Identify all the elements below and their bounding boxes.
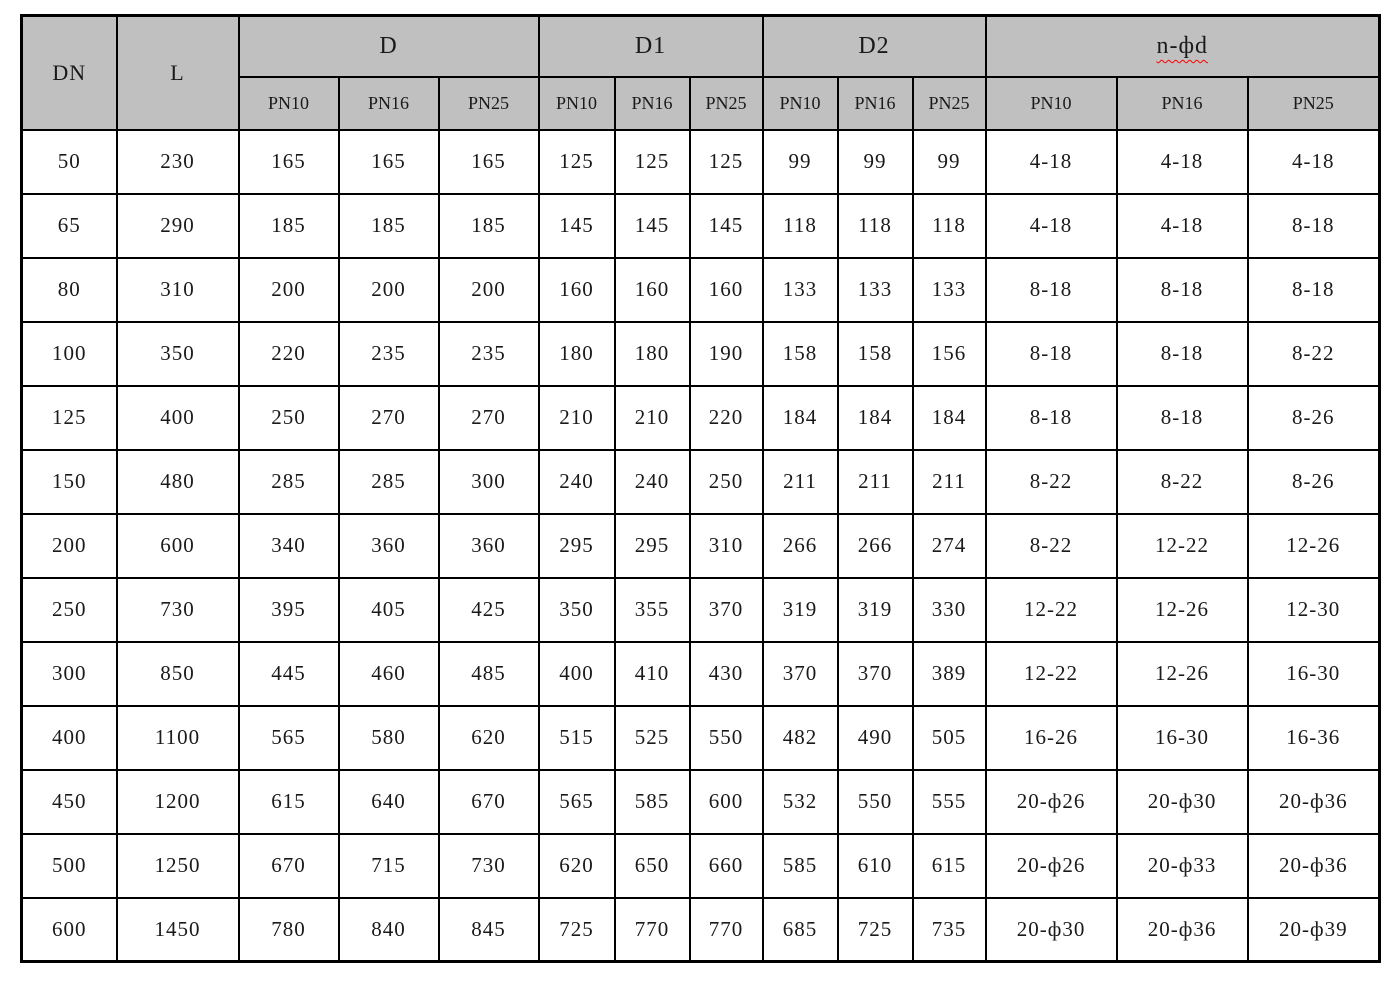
- table-cell: 20-ф26: [986, 834, 1117, 898]
- table-cell: 118: [763, 194, 838, 258]
- table-cell: 715: [339, 834, 439, 898]
- table-cell: 20-ф30: [986, 898, 1117, 962]
- table-row: [22, 258, 1380, 322]
- table-cell: 670: [239, 834, 339, 898]
- table-cell: 133: [913, 258, 986, 322]
- table-cell: 330: [913, 578, 986, 642]
- col-group-d2: D2: [763, 16, 986, 77]
- table-cell: 250: [22, 578, 117, 642]
- table-cell: 20-ф36: [1248, 770, 1380, 834]
- table-cell: 770: [690, 898, 763, 962]
- table-cell: 300: [439, 450, 539, 514]
- table-cell: 290: [117, 194, 239, 258]
- table-cell: 1200: [117, 770, 239, 834]
- table-cell: 270: [339, 386, 439, 450]
- table-cell: 8-26: [1248, 386, 1380, 450]
- table-cell: 20-ф36: [1248, 834, 1380, 898]
- table-cell: 12-22: [1117, 514, 1248, 578]
- table-row: [22, 450, 1380, 514]
- table-cell: 585: [763, 834, 838, 898]
- table-cell: 350: [117, 322, 239, 386]
- table-cell: 460: [339, 642, 439, 706]
- subheader-d-pn10: PN10: [239, 77, 339, 130]
- table-cell: 425: [439, 578, 539, 642]
- table-row: [22, 194, 1380, 258]
- table-cell: 125: [539, 130, 615, 194]
- col-header-l: L: [117, 16, 239, 130]
- table-cell: 480: [117, 450, 239, 514]
- table-cell: 211: [838, 450, 913, 514]
- table-cell: 8-26: [1248, 450, 1380, 514]
- table-cell: 370: [690, 578, 763, 642]
- table-cell: 165: [439, 130, 539, 194]
- table-cell: 165: [339, 130, 439, 194]
- table-cell: 145: [615, 194, 690, 258]
- table-cell: 20-ф26: [986, 770, 1117, 834]
- table-cell: 160: [690, 258, 763, 322]
- table-cell: 99: [838, 130, 913, 194]
- table-cell: 184: [763, 386, 838, 450]
- table-cell: 125: [615, 130, 690, 194]
- table-cell: 490: [838, 706, 913, 770]
- table-cell: 266: [838, 514, 913, 578]
- table-cell: 285: [239, 450, 339, 514]
- table-cell: 190: [690, 322, 763, 386]
- table-cell: 220: [690, 386, 763, 450]
- col-group-nphid: [986, 16, 1380, 77]
- table-row: [22, 706, 1380, 770]
- table-cell: 4-18: [1117, 130, 1248, 194]
- table-cell: 620: [439, 706, 539, 770]
- table-cell: 1100: [117, 706, 239, 770]
- table-cell: 16-30: [1248, 642, 1380, 706]
- col-group-nphid-label: n-фd: [1156, 32, 1209, 59]
- table-cell: 211: [913, 450, 986, 514]
- table-cell: 133: [763, 258, 838, 322]
- table-cell: 600: [117, 514, 239, 578]
- table-cell: 158: [763, 322, 838, 386]
- table-cell: 12-22: [986, 578, 1117, 642]
- table-cell: 158: [838, 322, 913, 386]
- table-cell: 250: [239, 386, 339, 450]
- table-row: [22, 386, 1380, 450]
- table-cell: 12-30: [1248, 578, 1380, 642]
- table-cell: 80: [22, 258, 117, 322]
- table-cell: 8-18: [1248, 258, 1380, 322]
- table-cell: 370: [763, 642, 838, 706]
- table-cell: 184: [913, 386, 986, 450]
- table-cell: 8-18: [1117, 322, 1248, 386]
- table-cell: 4-18: [986, 194, 1117, 258]
- subheader-d-pn16: PN16: [339, 77, 439, 130]
- table-cell: 4-18: [1117, 194, 1248, 258]
- table-cell: 565: [239, 706, 339, 770]
- table-cell: 650: [615, 834, 690, 898]
- table-cell: 445: [239, 642, 339, 706]
- table-cell: 550: [690, 706, 763, 770]
- table-cell: 360: [339, 514, 439, 578]
- subheader-d2-pn16: PN16: [838, 77, 913, 130]
- header-row-groups: [22, 16, 1380, 77]
- table-cell: 99: [763, 130, 838, 194]
- table-cell: 4-18: [1248, 130, 1380, 194]
- table-cell: 615: [239, 770, 339, 834]
- table-cell: 185: [439, 194, 539, 258]
- table-cell: 550: [838, 770, 913, 834]
- subheader-nphid-pn10: PN10: [986, 77, 1117, 130]
- table-cell: 660: [690, 834, 763, 898]
- table-cell: 725: [539, 898, 615, 962]
- table-row: [22, 322, 1380, 386]
- table-cell: 725: [838, 898, 913, 962]
- table-cell: 266: [763, 514, 838, 578]
- table-cell: 250: [690, 450, 763, 514]
- table-cell: 319: [838, 578, 913, 642]
- table-cell: 160: [615, 258, 690, 322]
- subheader-d2-pn25: PN25: [913, 77, 986, 130]
- table-cell: 200: [22, 514, 117, 578]
- table-cell: 585: [615, 770, 690, 834]
- table-cell: 180: [539, 322, 615, 386]
- table-cell: 640: [339, 770, 439, 834]
- table-cell: 185: [339, 194, 439, 258]
- table-cell: 300: [22, 642, 117, 706]
- table-cell: 240: [539, 450, 615, 514]
- table-cell: 450: [22, 770, 117, 834]
- table-cell: 16-36: [1248, 706, 1380, 770]
- table-cell: 270: [439, 386, 539, 450]
- table-cell: 600: [690, 770, 763, 834]
- table-cell: 165: [239, 130, 339, 194]
- table-cell: 285: [339, 450, 439, 514]
- table-row: [22, 642, 1380, 706]
- table-cell: 840: [339, 898, 439, 962]
- table-cell: 210: [539, 386, 615, 450]
- table-cell: 8-22: [1117, 450, 1248, 514]
- table-cell: 12-26: [1117, 578, 1248, 642]
- table-cell: 505: [913, 706, 986, 770]
- table-cell: 730: [439, 834, 539, 898]
- table-cell: 389: [913, 642, 986, 706]
- table-cell: 210: [615, 386, 690, 450]
- table-cell: 430: [690, 642, 763, 706]
- table-cell: 670: [439, 770, 539, 834]
- table-cell: 405: [339, 578, 439, 642]
- table-cell: 8-18: [1117, 258, 1248, 322]
- subheader-d1-pn25: PN25: [690, 77, 763, 130]
- table-cell: 185: [239, 194, 339, 258]
- table-cell: 4-18: [986, 130, 1117, 194]
- subheader-d-pn25: PN25: [439, 77, 539, 130]
- table-cell: 532: [763, 770, 838, 834]
- table-cell: 145: [539, 194, 615, 258]
- subheader-nphid-pn16: PN16: [1117, 77, 1248, 130]
- table-cell: 12-26: [1117, 642, 1248, 706]
- table-cell: 8-22: [1248, 322, 1380, 386]
- table-cell: 200: [439, 258, 539, 322]
- table-row: [22, 834, 1380, 898]
- table-cell: 295: [539, 514, 615, 578]
- table-cell: 160: [539, 258, 615, 322]
- subheader-d2-pn10: PN10: [763, 77, 838, 130]
- table-cell: 600: [22, 898, 117, 962]
- table-cell: 12-22: [986, 642, 1117, 706]
- table-cell: 410: [615, 642, 690, 706]
- table-cell: 485: [439, 642, 539, 706]
- table-cell: 274: [913, 514, 986, 578]
- table-row: [22, 770, 1380, 834]
- table-cell: 100: [22, 322, 117, 386]
- table-cell: 20-ф36: [1117, 898, 1248, 962]
- table-cell: 50: [22, 130, 117, 194]
- table-cell: 150: [22, 450, 117, 514]
- table-cell: 8-22: [986, 514, 1117, 578]
- table-cell: 125: [22, 386, 117, 450]
- table-cell: 310: [690, 514, 763, 578]
- table-cell: 340: [239, 514, 339, 578]
- table-cell: 580: [339, 706, 439, 770]
- table-cell: 295: [615, 514, 690, 578]
- table-cell: 99: [913, 130, 986, 194]
- table-row: [22, 514, 1380, 578]
- table-cell: 65: [22, 194, 117, 258]
- table-cell: 20-ф39: [1248, 898, 1380, 962]
- table-cell: 235: [339, 322, 439, 386]
- table-cell: 515: [539, 706, 615, 770]
- table-cell: 615: [913, 834, 986, 898]
- table-cell: 482: [763, 706, 838, 770]
- table-cell: 200: [239, 258, 339, 322]
- table-cell: 400: [22, 706, 117, 770]
- table-cell: 850: [117, 642, 239, 706]
- table-cell: 1250: [117, 834, 239, 898]
- subheader-d1-pn16: PN16: [615, 77, 690, 130]
- table-cell: 400: [117, 386, 239, 450]
- subheader-nphid-pn25: PN25: [1248, 77, 1380, 130]
- table-cell: 230: [117, 130, 239, 194]
- table-cell: 118: [913, 194, 986, 258]
- table-cell: 16-30: [1117, 706, 1248, 770]
- table-cell: 133: [838, 258, 913, 322]
- table-cell: 20-ф30: [1117, 770, 1248, 834]
- table-cell: 8-18: [986, 386, 1117, 450]
- table-cell: 200: [339, 258, 439, 322]
- table-cell: 180: [615, 322, 690, 386]
- table-cell: 156: [913, 322, 986, 386]
- table-cell: 145: [690, 194, 763, 258]
- table-cell: 555: [913, 770, 986, 834]
- table-cell: 12-26: [1248, 514, 1380, 578]
- table-cell: 8-18: [986, 322, 1117, 386]
- table-cell: 525: [615, 706, 690, 770]
- table-cell: 610: [838, 834, 913, 898]
- dimension-table: [20, 14, 1381, 963]
- col-header-dn: DN: [22, 16, 117, 130]
- table-cell: 735: [913, 898, 986, 962]
- table-cell: 685: [763, 898, 838, 962]
- table-header: [22, 16, 1380, 130]
- table-cell: 8-18: [1248, 194, 1380, 258]
- table-cell: 8-18: [986, 258, 1117, 322]
- table-cell: 319: [763, 578, 838, 642]
- table-cell: 8-18: [1117, 386, 1248, 450]
- table-cell: 360: [439, 514, 539, 578]
- table-cell: 770: [615, 898, 690, 962]
- table-row: [22, 898, 1380, 962]
- table-body: [22, 130, 1380, 962]
- table-cell: 730: [117, 578, 239, 642]
- table-row: [22, 578, 1380, 642]
- table-row: [22, 130, 1380, 194]
- table-cell: 211: [763, 450, 838, 514]
- table-cell: 395: [239, 578, 339, 642]
- table-cell: 350: [539, 578, 615, 642]
- col-group-d: D: [239, 16, 539, 77]
- table-cell: 125: [690, 130, 763, 194]
- table-cell: 845: [439, 898, 539, 962]
- table-cell: 118: [838, 194, 913, 258]
- table-cell: 310: [117, 258, 239, 322]
- table-cell: 8-22: [986, 450, 1117, 514]
- table-cell: 184: [838, 386, 913, 450]
- table-cell: 780: [239, 898, 339, 962]
- table-cell: 220: [239, 322, 339, 386]
- table-cell: 565: [539, 770, 615, 834]
- table-cell: 240: [615, 450, 690, 514]
- table-cell: 16-26: [986, 706, 1117, 770]
- table-cell: 400: [539, 642, 615, 706]
- table-cell: 370: [838, 642, 913, 706]
- subheader-d1-pn10: PN10: [539, 77, 615, 130]
- table-cell: 1450: [117, 898, 239, 962]
- table-cell: 620: [539, 834, 615, 898]
- table-cell: 235: [439, 322, 539, 386]
- col-group-d1: D1: [539, 16, 763, 77]
- table-cell: 500: [22, 834, 117, 898]
- table-cell: 355: [615, 578, 690, 642]
- table-cell: 20-ф33: [1117, 834, 1248, 898]
